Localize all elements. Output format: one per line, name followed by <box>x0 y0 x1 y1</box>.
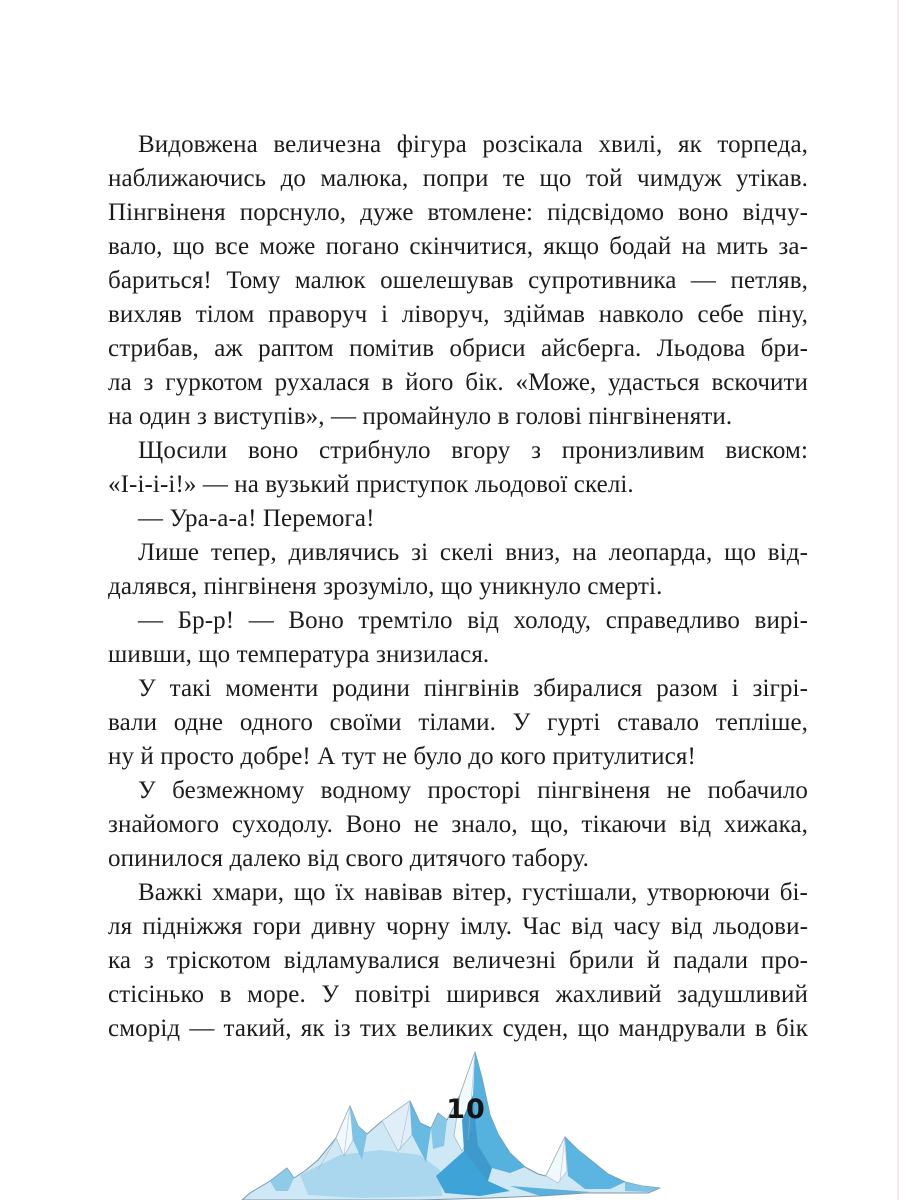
text-line: шивши, що температура знизилася. <box>108 641 490 668</box>
text-line: вало, що все може погано скінчитися, якщо бодай на мить за- <box>108 233 808 260</box>
text-line: — Бр-р! — Воно тремтіло від холоду, справедливо вирі- <box>138 607 808 634</box>
text-line: У безмежному водному просторі пінгвіненя не побачило <box>138 777 808 804</box>
text-line: сморід — такий, як із тих великих суден, що мандрували в бік <box>108 1015 808 1042</box>
text-line: ну й просто добре! А тут не було до кого притулитися! <box>108 743 696 770</box>
text-line: далявся, пінгвіненя зрозуміло, що уникнуло смерті. <box>108 573 663 600</box>
text-line: — Ура-а-а! Перемога! <box>138 505 375 532</box>
text-line: Щосили воно стрибнуло вгору з пронизливим виском: <box>138 437 808 464</box>
text-line: Пінгвіненя порснуло, дуже втомлене: підсвідомо воно відчу- <box>108 199 808 226</box>
iceberg-illustration <box>240 1050 680 1200</box>
text-line: вали одне одного своїми тілами. У гурті ставало тепліше, <box>108 709 808 736</box>
text-line: на один з виступів», — промайнуло в голові пінгвіненяти. <box>108 403 733 430</box>
text-line: ля підніжжя гори дивну чорну імлу. Час від часу від льодови- <box>108 913 808 940</box>
text-line: «І-і-і-і!» — на вузький приступок льодової скелі. <box>108 471 634 498</box>
page-number: 10 <box>446 1094 486 1125</box>
text-line: опинилося далеко від свого дитячого табору. <box>108 845 589 872</box>
text-line: ка з тріскотом відламувалися величезні брили й падали про- <box>108 947 808 974</box>
text-line: У такі моменти родини пінгвінів збиралися разом і зігрі- <box>138 675 808 702</box>
text-line: знайомого суходолу. Воно не знало, що, тікаючи від хижака, <box>108 811 808 838</box>
text-block <box>108 128 808 1046</box>
text-line: бариться! Тому малюк ошелешував супротивника — петляв, <box>108 267 808 294</box>
text-line: стрибав, аж раптом помітив обриси айсберга. Льодова бри- <box>108 335 808 362</box>
text-line: вихляв тілом праворуч і ліворуч, здіймав навколо себе піну, <box>108 301 808 328</box>
text-line: Видовжена величезна фігура розсікала хвилі, як торпеда, <box>138 131 808 158</box>
text-line: наближаючись до малюка, попри те що той чимдуж утікав. <box>108 165 808 192</box>
text-line: стісінько в море. У повітрі ширився жахливий задушливий <box>108 981 808 1008</box>
text-line: Важкі хмари, що їх навівав вітер, густішали, утворюючи бі- <box>138 879 808 906</box>
text-line: ла з гуркотом рухалася в його бік. «Може, удасться вскочити <box>108 369 808 396</box>
text-line: Лише тепер, дивлячись зі скелі вниз, на леопарда, що від- <box>138 539 808 566</box>
